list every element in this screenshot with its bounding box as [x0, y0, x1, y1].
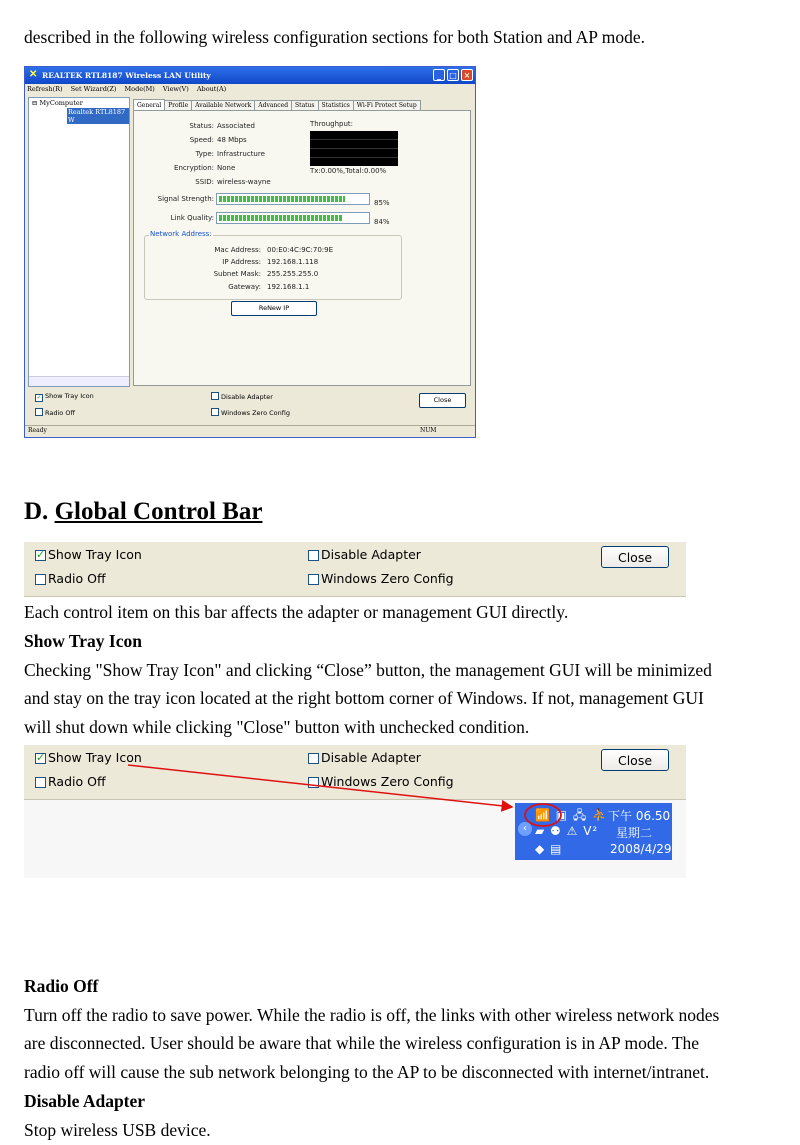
tab-status: Status [291, 100, 318, 110]
para-disable-adapter: Stop wireless USB device. [24, 1120, 211, 1140]
disable-adapter-checkbox-small: Disable Adapter [211, 392, 273, 401]
encryption-value: None [217, 164, 236, 172]
para-show-tray-3: will shut down while clicking "Close" button with unchecked condition. [24, 717, 530, 737]
subheading-show-tray-icon: Show Tray Icon [24, 631, 142, 651]
gateway-value: 192.168.1.1 [267, 283, 310, 291]
speed-label: Speed: [189, 136, 214, 144]
annotation-arrow [128, 765, 512, 807]
show-tray-icon-label: Show Tray Icon [48, 547, 142, 562]
tree-adapter: Realtek RTL8187 W [67, 108, 129, 124]
subnet-label: Subnet Mask: [213, 270, 261, 278]
para-radio-off-3: radio off will cause the sub network belonging to the AP to be disconnected with internet/intranet. [24, 1062, 710, 1082]
tree-root: ⊟ MyComputer [32, 99, 83, 107]
show-tray-icon-label: Show Tray Icon [48, 750, 142, 765]
signal-percent: 85% [374, 199, 390, 207]
gateway-label: Gateway: [228, 283, 261, 291]
ip-value: 192.168.1.118 [267, 258, 319, 266]
radio-off-label: Radio Off [48, 774, 106, 789]
tray-icons-row-2: ▰ ⚉ ⚠ V² [535, 824, 599, 838]
ssid-value: wireless-wayne [217, 178, 271, 186]
tray-time: 下午 06.50 [608, 809, 671, 823]
throughput-label: Throughput: [310, 120, 354, 128]
annotation-circle [525, 804, 561, 826]
renew-ip-button: ReNew IP [231, 301, 317, 316]
tab-advanced: Advanced [254, 100, 292, 110]
radio-off-label: Radio Off [48, 571, 106, 586]
minimize-icon: _ [433, 69, 445, 81]
tab-wps: Wi-Fi Protect Setup [353, 100, 421, 110]
tray-weekday: 星期二 [616, 826, 653, 840]
radio-off-checkbox-small: Radio Off [35, 408, 75, 417]
para-each-control: Each control item on this bar affects the adapter or management GUI directly. [24, 602, 569, 622]
para-show-tray-2: and stay on the tray icon located at the right bottom corner of Windows. If not, management GUI [24, 688, 704, 708]
link-percent: 84% [374, 218, 390, 226]
window-title: REALTEK RTL8187 Wireless LAN Utility [42, 71, 211, 80]
menu-view: View(V) [162, 85, 189, 93]
intro-line: described in the following wireless configuration sections for both Station and AP mode. [24, 27, 645, 47]
subnet-value: 255.255.255.0 [267, 270, 319, 278]
para-radio-off-1: Turn off the radio to save power. While the radio is off, the links with other wireless network nodes [24, 1005, 720, 1025]
tray-icons-row-1: 📶 ▣ 🖧 ⛹ [535, 808, 609, 822]
window-close-button: Close [419, 393, 466, 408]
close-icon: × [461, 69, 473, 81]
ip-label: IP Address: [222, 258, 261, 266]
type-label: Type: [195, 150, 214, 158]
tab-available-network: Available Network [191, 100, 255, 110]
tray-expand-icon: ‹ [518, 822, 532, 836]
tab-general: General [133, 99, 165, 110]
para-show-tray-1: Checking "Show Tray Icon" and clicking “Close” button, the management GUI will be minimized [24, 660, 712, 680]
encryption-label: Encryption: [174, 164, 214, 172]
menu-mode: Mode(M) [124, 85, 155, 93]
signal-label: Signal Strength: [157, 195, 214, 203]
subheading-radio-off: Radio Off [24, 976, 99, 996]
menu-set-wizard: Set Wizard(Z) [70, 85, 117, 93]
throughput-stats: Tx:0.00%,Total:0.00% [310, 167, 387, 175]
mac-value: 00:E0:4C:9C:70:9E [267, 246, 334, 254]
menu-about: About(A) [196, 85, 227, 93]
type-value: Infrastructure [217, 150, 265, 158]
windows-zero-config-label: Windows Zero Config [321, 774, 454, 789]
tray-date: 2008/4/29 [610, 842, 672, 856]
para-radio-off-2: are disconnected. User should be aware that while the wireless configuration is in AP mode. The [24, 1033, 700, 1053]
section-heading: D. Global Control Bar [24, 498, 263, 525]
maximize-icon: □ [447, 69, 459, 81]
close-button[interactable]: Close [601, 546, 669, 568]
tab-profile: Profile [164, 100, 192, 110]
subheading-disable-adapter: Disable Adapter [24, 1091, 146, 1111]
ssid-label: SSID: [195, 178, 214, 186]
status-label: Status: [189, 122, 214, 130]
speed-value: 48 Mbps [217, 136, 247, 144]
windows-zero-config-label: Windows Zero Config [321, 571, 454, 586]
app-icon: ✕ [29, 69, 38, 80]
tray-icons-row-3: ◆ ▤ [535, 842, 563, 856]
link-label: Link Quality: [170, 214, 214, 222]
close-button[interactable]: Close [601, 749, 669, 771]
status-num: NUM [420, 427, 437, 434]
menu-refresh: Refresh(R) [27, 85, 63, 93]
disable-adapter-label: Disable Adapter [321, 750, 421, 765]
tab-statistics: Statistics [318, 100, 354, 110]
status-value: Associated [217, 122, 255, 130]
show-tray-icon-checkbox-small: ✓ Show Tray Icon [36, 392, 94, 401]
status-ready: Ready [28, 427, 47, 434]
windows-zero-config-checkbox-small: Windows Zero Config [211, 408, 290, 417]
mac-label: Mac Address: [214, 246, 261, 254]
network-address-title: Network Address: [150, 230, 212, 238]
disable-adapter-label: Disable Adapter [321, 547, 421, 562]
